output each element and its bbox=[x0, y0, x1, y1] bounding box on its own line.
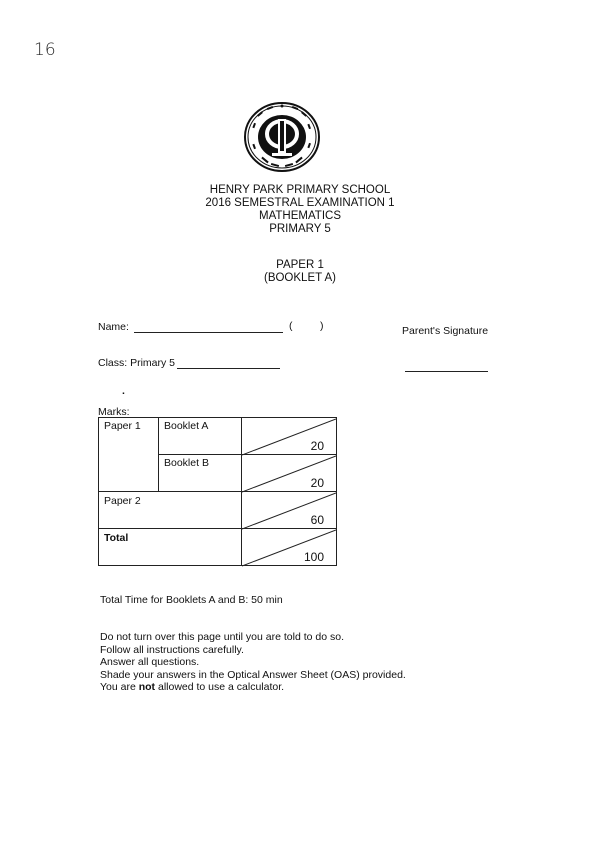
exam-header bbox=[0, 184, 600, 236]
instruction-1: Do not turn over this page until you are told to do so. bbox=[100, 631, 344, 643]
instruction-2: Follow all instructions carefully. bbox=[100, 643, 244, 656]
paper-header bbox=[0, 259, 600, 285]
booklet-b-score bbox=[242, 455, 337, 492]
booklet-a-total: 20 bbox=[310, 439, 324, 453]
booklet-a-score bbox=[242, 418, 337, 455]
parent-signature-line[interactable] bbox=[405, 371, 488, 372]
class-line[interactable] bbox=[177, 368, 280, 369]
marks-label: Marks: bbox=[98, 406, 130, 418]
instruction-4: Shade your answers in the Optical Answer Sheet (OAS) provided. bbox=[100, 668, 406, 681]
instructions bbox=[100, 631, 406, 694]
page-number: 16 bbox=[34, 40, 56, 60]
booklet-b-cell: Booklet B bbox=[159, 455, 242, 492]
name-line[interactable] bbox=[134, 332, 283, 333]
paper2-total: 60 bbox=[310, 513, 324, 527]
level: PRIMARY 5 bbox=[269, 223, 331, 235]
parent-signature-label: Parent's Signature bbox=[402, 325, 489, 337]
class-label: Class: Primary 5 bbox=[98, 357, 176, 369]
name-label: Name: bbox=[98, 321, 129, 333]
booklet-a-cell: Booklet A bbox=[159, 418, 242, 455]
time-note: Total Time for Booklets A and B: 50 min bbox=[100, 594, 283, 606]
bracket-close: ) bbox=[320, 320, 324, 332]
total-cell: Total bbox=[99, 529, 242, 566]
bracket-open: ( bbox=[289, 320, 293, 332]
paper2-cell: Paper 2 bbox=[99, 492, 242, 529]
subject: MATHEMATICS bbox=[259, 210, 341, 222]
total-score bbox=[242, 529, 337, 566]
booklet-title: (BOOKLET A) bbox=[263, 272, 336, 284]
booklet-b-total: 20 bbox=[310, 476, 324, 490]
paper-title: PAPER 1 bbox=[276, 259, 324, 271]
paper1-cell: Paper 1 bbox=[99, 418, 159, 492]
grand-total: 100 bbox=[303, 550, 324, 564]
instruction-3: Answer all questions. bbox=[100, 656, 200, 668]
emphasis-not: not bbox=[138, 681, 156, 693]
school-name: HENRY PARK PRIMARY SCHOOL bbox=[209, 184, 391, 196]
exam-title: 2016 SEMESTRAL EXAMINATION 1 bbox=[205, 197, 395, 209]
stray-dot: . bbox=[122, 385, 125, 397]
marks-table bbox=[98, 417, 337, 566]
paper2-score bbox=[242, 492, 337, 529]
school-logo bbox=[243, 101, 321, 173]
instruction-5: You are not allowed to use a calculator. bbox=[100, 681, 285, 693]
